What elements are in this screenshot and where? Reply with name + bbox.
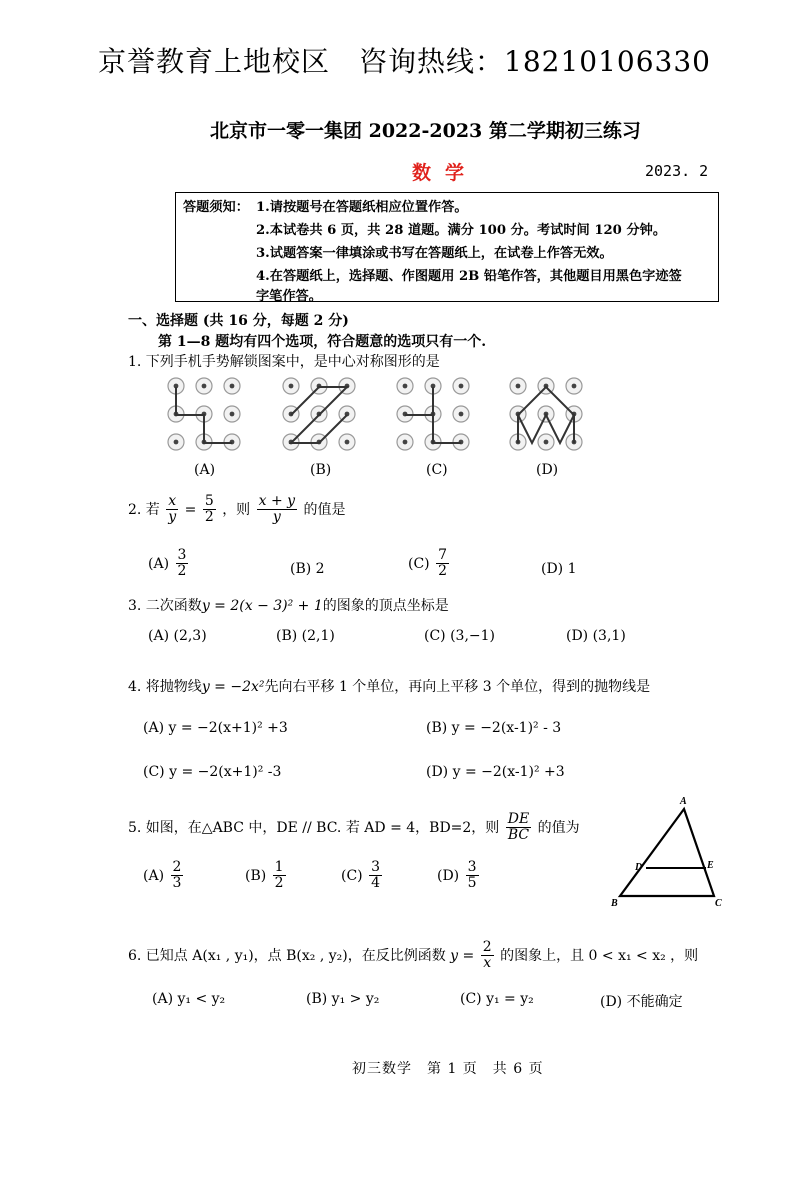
q6-option-c: (C) y₁ = y₂ <box>460 991 534 1007</box>
q2-option-c: (C) $\frac{7}{2}$ <box>408 547 448 580</box>
q5-option-d: (D) $\frac{3}{5}$ <box>437 859 477 892</box>
page-footer: 初三数学 第 1 页 共 6 页 <box>352 1061 544 1077</box>
question-5-stem: 5. 如图，在△ABC 中，DE // BC. 若 AD = 4，BD=2，则 $\frac{DE}{BC}$ 的值为 <box>128 811 580 844</box>
q3-option-c: (C) (3,−1) <box>424 628 496 644</box>
unlock-pattern-d <box>504 372 596 458</box>
unlock-pattern-b <box>277 372 369 458</box>
dot <box>289 384 294 389</box>
q6-option-b: (B) y₁ > y₂ <box>306 991 380 1007</box>
q3-option-a: (A) (2,3) <box>148 628 207 644</box>
question-6-stem: 6. 已知点 A(x₁ , y₁)，点 B(x₂ , y₂)，在反比例函数 y = $\frac{2}{x}$ 的图象上，且 0 < x₁ < x₂ ，则 <box>128 939 699 972</box>
point-e-label: E <box>707 860 714 871</box>
unlock-pattern-c <box>391 372 483 458</box>
fraction: $\frac{x}{y}$ <box>168 493 177 526</box>
q4-option-b: (B) y = −2(x-1)² - 3 <box>426 720 562 736</box>
vertex-a-label: A <box>680 796 687 807</box>
fraction: $\frac{5}{2}$ <box>204 493 214 526</box>
q6-option-a: (A) y₁ < y₂ <box>152 991 226 1007</box>
q2-option-a: (A) $\frac{3}{2}$ <box>148 547 187 580</box>
question-2-stem: 2. 若 $\frac{x}{y}$ = $\frac{5}{2}$ ，则 $\frac{x + y}{y}$ 的值是 <box>128 493 346 526</box>
q4-option-a: (A) y = −2(x+1)² +3 <box>143 720 288 736</box>
q1-option-a-label: (A) <box>194 462 216 478</box>
q5-option-a: (A) $\frac{2}{3}$ <box>143 859 182 892</box>
point-d-label: D <box>635 862 643 873</box>
q3-option-b: (B) (2,1) <box>276 628 335 644</box>
q2-option-b: (B) 2 <box>290 561 325 577</box>
q4-option-c: (C) y = −2(x+1)² -3 <box>143 764 282 780</box>
question-1-stem: 1. 下列手机手势解锁图案中，是中心对称图形的是 <box>128 354 440 370</box>
instruction-item: 1.请按题号在答题纸相应位置作答。 <box>256 200 468 215</box>
advert-banner: 京誉教育上地校区 咨询热线：18210106330 <box>98 45 711 78</box>
instruction-item: 2.本试卷共 6 页，共 28 道题。满分 100 分。考试时间 120 分钟。 <box>256 223 667 238</box>
q6-option-d: (D) 不能确定 <box>600 994 683 1010</box>
unlock-pattern-a <box>162 372 254 458</box>
dot <box>516 384 521 389</box>
question-3-stem: 3. 二次函数y = 2(x − 3)² + 1的图象的顶点坐标是 <box>128 598 449 614</box>
exam-title: 北京市一零一集团 2022-2023 第二学期初三练习 <box>210 120 641 142</box>
instructions-label: 答题须知： <box>183 200 249 215</box>
q1-option-d-label: (D) <box>536 462 559 478</box>
section-note: 第 1—8 题均有四个选项，符合题意的选项只有一个. <box>158 334 487 350</box>
vertex-b-label: B <box>611 898 618 909</box>
dot <box>572 384 577 389</box>
q4-option-d: (D) y = −2(x-1)² +3 <box>426 764 565 780</box>
question-4-stem: 4. 将抛物线y = −2x²先向右平移 1 个单位，再向上平移 3 个单位，得到的抛物线是 <box>128 679 651 695</box>
dot <box>230 384 235 389</box>
q1-option-b-label: (B) <box>310 462 332 478</box>
dot <box>230 412 235 417</box>
dot <box>174 440 179 445</box>
dot <box>202 384 207 389</box>
dot <box>459 384 464 389</box>
vertex-c-label: C <box>715 898 722 909</box>
dot <box>459 412 464 417</box>
q3-option-d: (D) (3,1) <box>566 628 626 644</box>
triangle-abc <box>620 809 714 896</box>
fraction: $\frac{x + y}{y}$ <box>258 493 296 526</box>
instruction-item: 4.在答题纸上，选择题、作图题用 2B 铅笔作答，其他题目用黑色字迹签 <box>256 269 682 284</box>
instruction-item: 3.试题答案一律填涂或书写在答题纸上，在试卷上作答无效。 <box>256 246 613 261</box>
q2-option-d: (D) 1 <box>541 561 577 577</box>
subject-title: 数学 <box>412 162 479 184</box>
instruction-item: 字笔作答。 <box>256 289 322 304</box>
dot <box>544 440 549 445</box>
dot <box>403 384 408 389</box>
q5-option-c: (C) $\frac{3}{4}$ <box>341 859 381 892</box>
dot <box>403 440 408 445</box>
exam-date: 2023. 2 <box>645 162 709 180</box>
instructions-box <box>175 192 719 302</box>
dot <box>345 440 350 445</box>
q5-option-b: (B) $\frac{1}{2}$ <box>245 859 284 892</box>
section-heading: 一、选择题 (共 16 分，每题 2 分) <box>128 313 349 329</box>
triangle-figure <box>610 792 730 912</box>
q1-option-c-label: (C) <box>426 462 448 478</box>
